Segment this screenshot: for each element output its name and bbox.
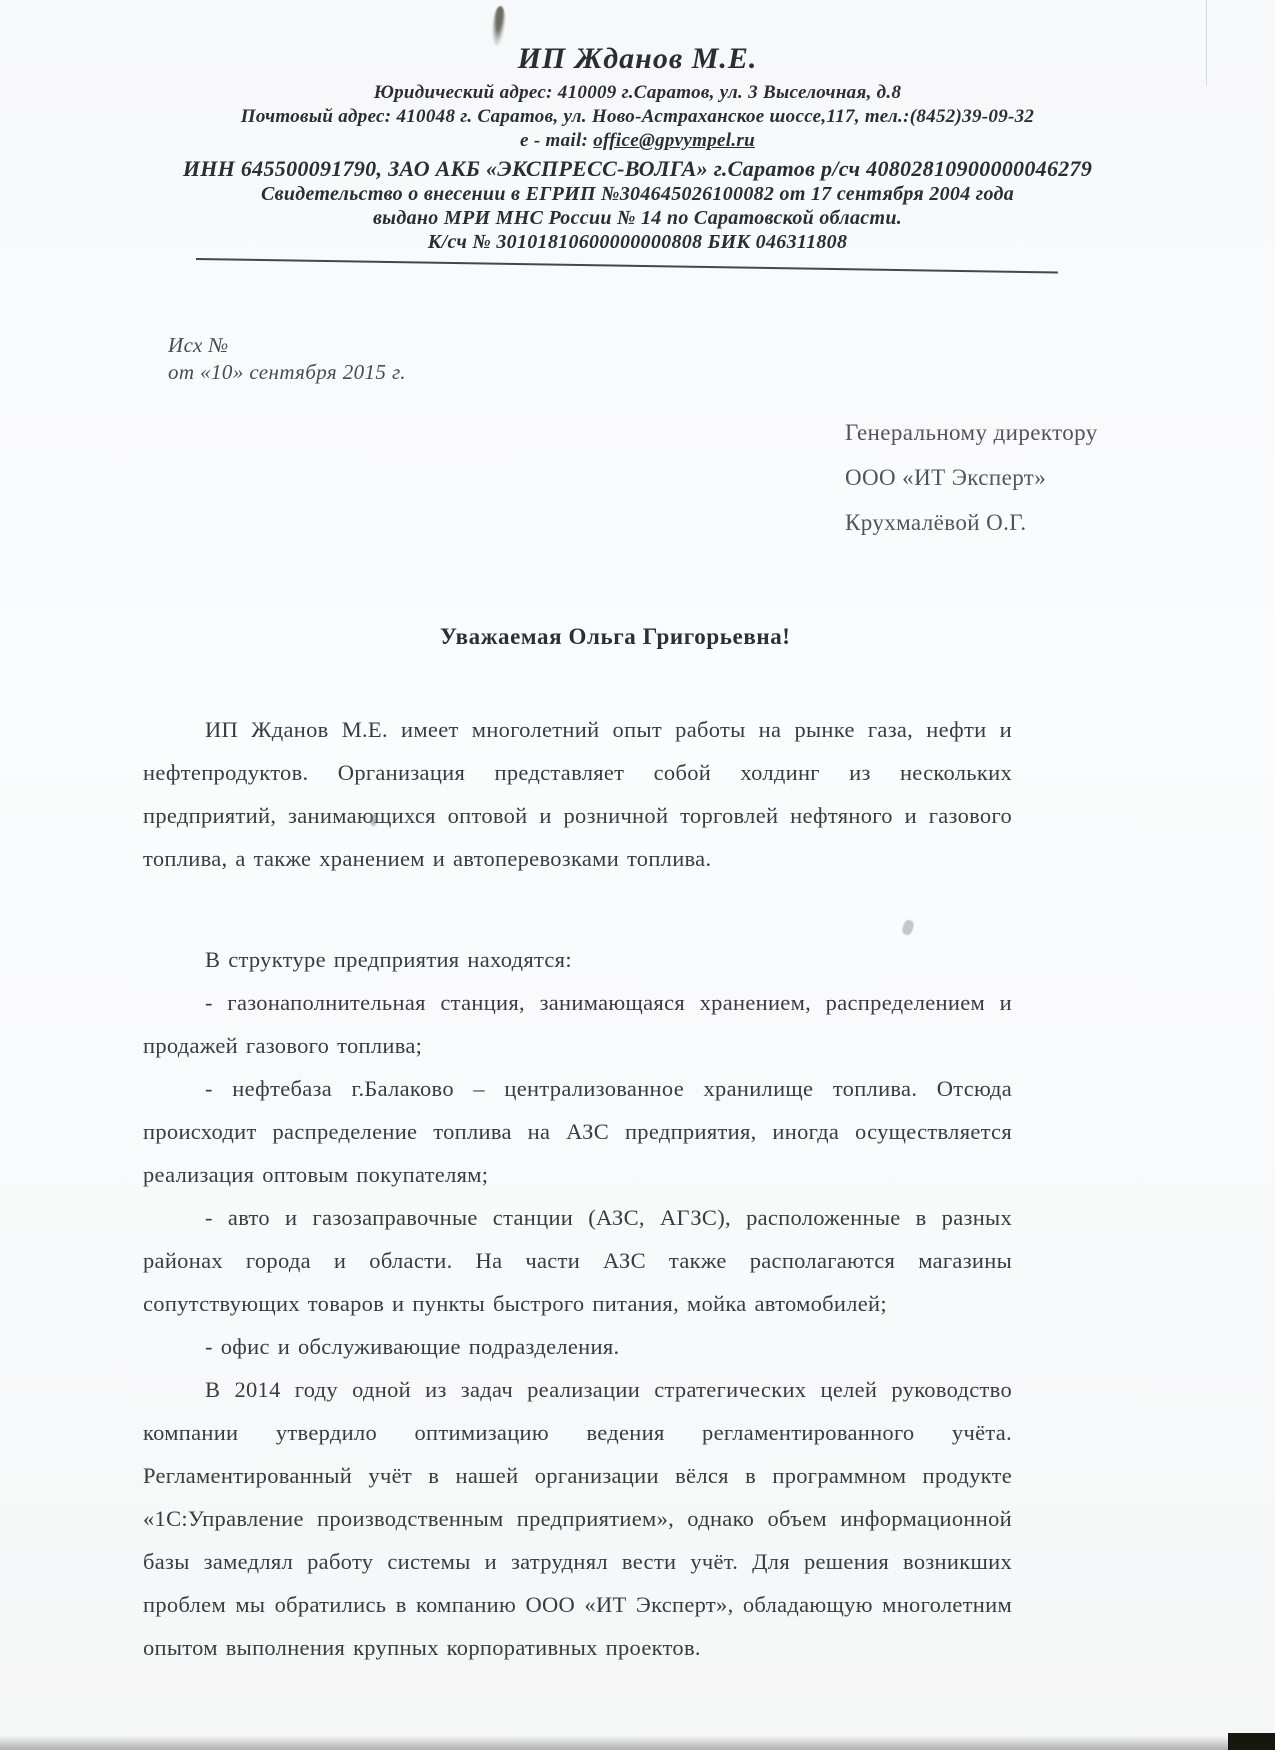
- reference-block: [168, 332, 406, 386]
- company-name: ИП Жданов М.Е.: [517, 42, 758, 75]
- scan-smudge-artifact: [490, 5, 507, 46]
- list-item-gas-filling-station: - газонаполнительная станция, занимающаяся хранением, распределением и продажей газового топлива;: [143, 990, 1012, 1058]
- addressee-position: Генеральному директору: [845, 420, 1098, 445]
- corr-account-line: К/сч № 30101810600000000808 БИК 046311808: [427, 231, 848, 253]
- scan-bottom-shadow-artifact: [0, 1736, 1275, 1750]
- letterhead-divider: [196, 258, 1058, 274]
- postal-address-line: Почтовый адрес: 410048 г. Саратов, ул. Ново-Астраханское шоссе,117, тел.:(8452)39-09-32: [240, 106, 1035, 127]
- issued-by-line: выдано МРИ МНС России № 14 по Саратовской области.: [372, 207, 903, 229]
- paragraph-2014-project: В 2014 году одной из задач реализации стратегических целей руководство компании утвердило оптимизацию ведения регламентированного учёта. Регламентированный учёт в нашей организации вёлся в программном продукте «1С:Управление производственным предприятием», однако объем информационной базы замедлял работу системы и затруднял вести учёт. Для решения возникших проблем мы обратились в компанию ООО «ИТ Эксперт», обладающую многолетним опытом выполнения крупных корпоративных проектов.: [143, 1377, 1012, 1660]
- letter-date: от «10» сентября 2015 г.: [168, 360, 406, 384]
- outgoing-number: Исх №: [168, 333, 229, 357]
- email-label: e - mail:: [520, 130, 594, 151]
- addressee-name: Крухмалёвой О.Г.: [845, 510, 1027, 535]
- letter-body: [143, 708, 1012, 1669]
- letterhead: [0, 42, 1275, 254]
- addressee-block: [845, 410, 1098, 545]
- list-item-fuel-stations: - авто и газозаправочные станции (АЗС, АГЗС), расположенные в разных районах города и области. На части АЗС также располагаются магазины сопутствующих товаров и пункты быстрого питания, мойка автомобилей;: [143, 1205, 1012, 1316]
- email-line: [0, 129, 1275, 153]
- legal-address-line: Юридический адрес: 410009 г.Саратов, ул. 3 Выселочная, д.8: [373, 82, 902, 103]
- addressee-company: ООО «ИТ Эксперт»: [845, 465, 1047, 490]
- salutation: Уважаемая Ольга Григорьевна!: [440, 624, 791, 649]
- list-item-oil-depot: - нефтебаза г.Балаково – централизованное хранилище топлива. Отсюда происходит распределение топлива на АЗС предприятия, иногда осуществляется реализация оптовым покупателям;: [143, 1076, 1012, 1187]
- inn-bank-line: ИНН 645500091790, ЗАО АКБ «ЭКСПРЕСС-ВОЛГА» г.Саратов р/сч 40802810900000046279: [182, 156, 1093, 181]
- list-item-office: - офис и обслуживающие подразделения.: [205, 1334, 620, 1359]
- paragraph-intro: ИП Жданов М.Е. имеет многолетний опыт работы на рынке газа, нефти и нефтепродуктов. Организация представляет собой холдинг из нескольких предприятий, занимающихся оптовой и розничной торговлей нефтяного и газового топлива, а также хранением и автоперевозками топлива.: [143, 717, 1012, 871]
- email-address: office@gpvympel.ru: [593, 130, 755, 151]
- egrip-certificate-line: Свидетельство о внесении в ЕГРИП №304645026100082 от 17 сентября 2004 года: [260, 183, 1015, 205]
- paragraph-structure-heading: В структуре предприятия находятся:: [205, 947, 572, 972]
- scan-corner-bar-artifact: [1228, 1733, 1275, 1750]
